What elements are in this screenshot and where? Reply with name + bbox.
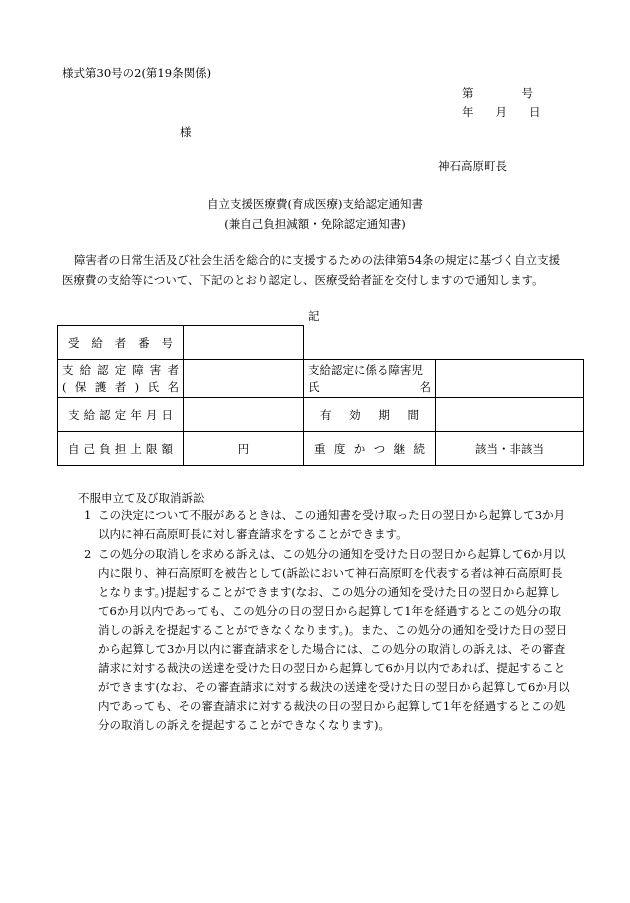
appeal-item-number: 1 — [84, 508, 92, 522]
value-recipient-number — [184, 326, 304, 360]
label-child-name: 支給認定に係る障害児 氏 名 — [304, 360, 436, 398]
appeal-item-text: この決定について不服があるときは、この通知書を受け取った日の翌日から起算して3か月以内に神石高原町長に対し審査請求をすることができます。 — [98, 508, 566, 541]
doc-number-suffix: 号 — [521, 86, 533, 100]
value-certification-date — [184, 398, 304, 432]
body-paragraph: 障害者の日常生活及び社会生活を総合的に支援するための法律第54条の規定に基づく自立支援医療費の支給等について、下記のとおり認定し、医療受給者証を交付しますので通知します。 — [62, 253, 561, 287]
form-number: 様式第30号の2(第19条関係) — [62, 66, 212, 80]
appeal-item-1 — [70, 506, 570, 544]
document-date — [462, 104, 541, 120]
label-recipient-number: 受給者番号 — [58, 326, 184, 360]
value-certified-person — [184, 360, 304, 398]
date-month: 月 — [495, 105, 507, 119]
label-severe-continuous: 重度かつ継続 — [304, 432, 436, 466]
label-certification-date: 支給認定年月日 — [58, 398, 184, 432]
appeal-item-2 — [70, 545, 570, 735]
title-line-2: (兼自己負担減額・免除認定通知書) — [224, 217, 406, 231]
addressee-suffix: 様 — [180, 125, 192, 139]
label-valid-period: 有効期間 — [304, 398, 436, 432]
label-copay-limit: 自己負担上限額 — [58, 432, 184, 466]
value-child-name — [436, 360, 584, 398]
date-year: 年 — [462, 105, 474, 119]
table-row — [58, 432, 584, 466]
certification-table — [57, 325, 584, 466]
issuer: 神石高原町長 — [438, 159, 507, 173]
appeal-title: 不服申立て及び取消訴訟 — [78, 491, 205, 505]
table-row — [58, 360, 584, 398]
ki-marker: 記 — [308, 309, 320, 323]
doc-number-prefix: 第 — [462, 86, 474, 100]
value-copay-limit: 円 — [184, 432, 304, 466]
document-number — [462, 85, 533, 101]
title-line-1: 自立支援医療費(育成医療)支給認定通知書 — [207, 197, 423, 211]
appeal-item-text: この処分の取消しを求める訴えは、この処分の通知を受けた日の翌日から起算して6か月以内に限り、神石高原町を被告として(訴訟において神石高原町を代表する者は神石高原町長となります。)提起することができます(なお、この処分の通知を受けた日の翌日から起算して6か月以内であっても、この処分の日の翌日から起算して1年を経過するとこの処分の取消しの訴えを提起することができなくなります。)。また、この処分の通知を受けた日の翌日から起算して3か月以内に審査請求をした場合には、この処分の取消しの訴えは、その審査請求に対する裁決の送達を受けた日の翌日から起算して6か月以内であれば、提起することができます(なお、その審査請求に対する裁決の送達を受けた日の翌日から起算して6か月以内であっても、その審査請求に対する裁決の日の翌日から起算して1年を経過するとこの処分の取消しの訴えを提起することができなくなります)。 — [98, 547, 570, 732]
date-day: 日 — [529, 105, 541, 119]
appeal-item-number: 2 — [84, 547, 92, 561]
table-row — [58, 398, 584, 432]
value-severe-continuous: 該当・非該当 — [436, 432, 584, 466]
value-valid-period — [436, 398, 584, 432]
table-row — [58, 326, 584, 360]
label-certified-person: 支給認定障害者 (保護者)氏名 — [58, 360, 184, 398]
